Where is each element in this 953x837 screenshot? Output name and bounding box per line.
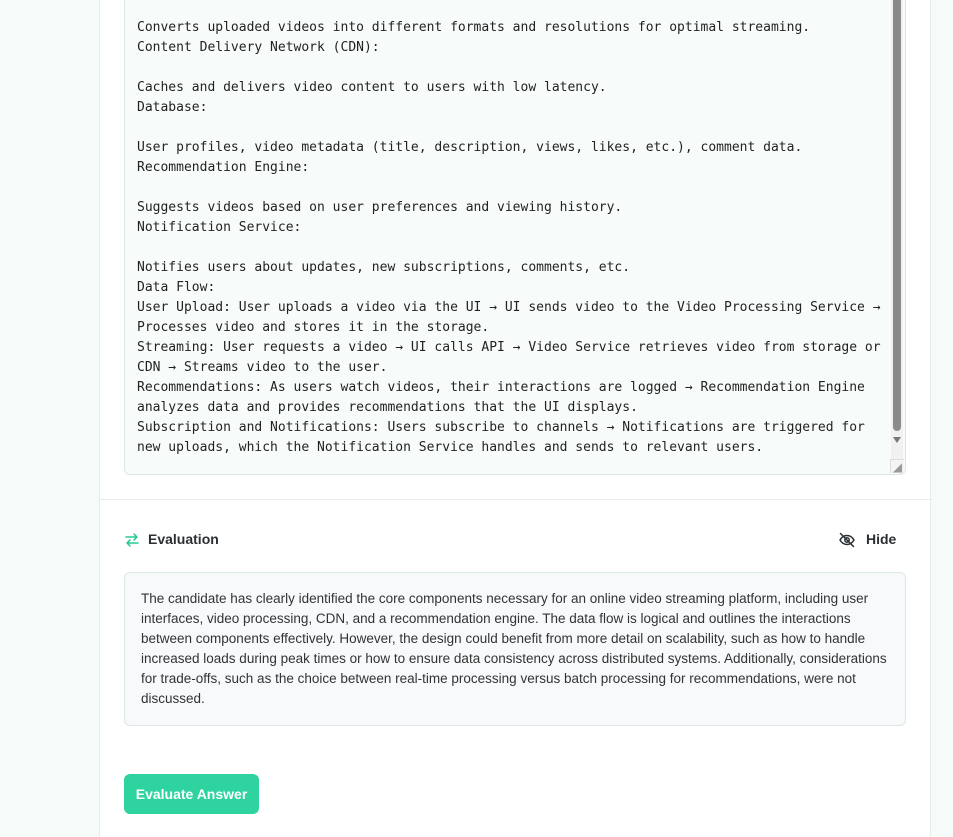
- hide-button[interactable]: [838, 528, 906, 552]
- resize-handle-icon[interactable]: ◢: [890, 459, 904, 473]
- eye-off-icon: [838, 531, 856, 549]
- evaluation-header: [124, 528, 906, 552]
- evaluation-text: The candidate has clearly identified the core components necessary for an online video streaming platform, including user interfaces, video processing, CDN, and a recommendation engine. The data flow is logical and outlines the interactions between components effectively. However, the design could benefit from more detail on scalability, such as how to handle increased loads during peak times or how to ensure data consistency across distributed systems. Additionally, considerations for trade-offs, such as the choice between real-time processing versus batch processing for recommendations, were not discussed.: [141, 591, 887, 706]
- section-divider: [100, 499, 932, 500]
- hide-label: Hide: [866, 531, 897, 547]
- evaluate-answer-button[interactable]: Evaluate Answer: [124, 774, 259, 814]
- answer-textarea[interactable]: [124, 0, 906, 475]
- scroll-down-arrow-icon[interactable]: [893, 437, 901, 443]
- scrollbar[interactable]: [891, 0, 903, 465]
- evaluation-title: Evaluation: [148, 531, 219, 547]
- answer-card: [99, 0, 931, 837]
- swap-arrows-icon: [124, 532, 140, 548]
- answer-text[interactable]: Converts uploaded videos into different formats and resolutions for optimal streaming. Content Delivery Network (CDN): Caches and delivers video content to users with low latency. Database: User profiles, video metadata (title, description, views, likes, etc.), comment data. Recommendation Engine: Suggests videos based on user preferences and viewing history. Notification Service: Notifies users about updates, new subscriptions, comments, etc. Data Flow: User Upload: User uploads a video via the UI → UI sends video to the Video Processing Service → Processes video and stores it in the storage. Streaming: User requests a video → UI calls API → Video Service retrieves video from storage or CDN → Streams video to the user. Recommendations: As users watch videos, their interactions are logged → Recommendation Engine analyzes data and provides recommendations that the UI displays. Subscription and Notifications: Users subscribe to channels → Notifications are triggered for new uploads, which the Notification Service handles and sends to relevant users.: [137, 20, 881, 455]
- scroll-thumb[interactable]: [893, 0, 901, 431]
- evaluation-content: [124, 572, 906, 726]
